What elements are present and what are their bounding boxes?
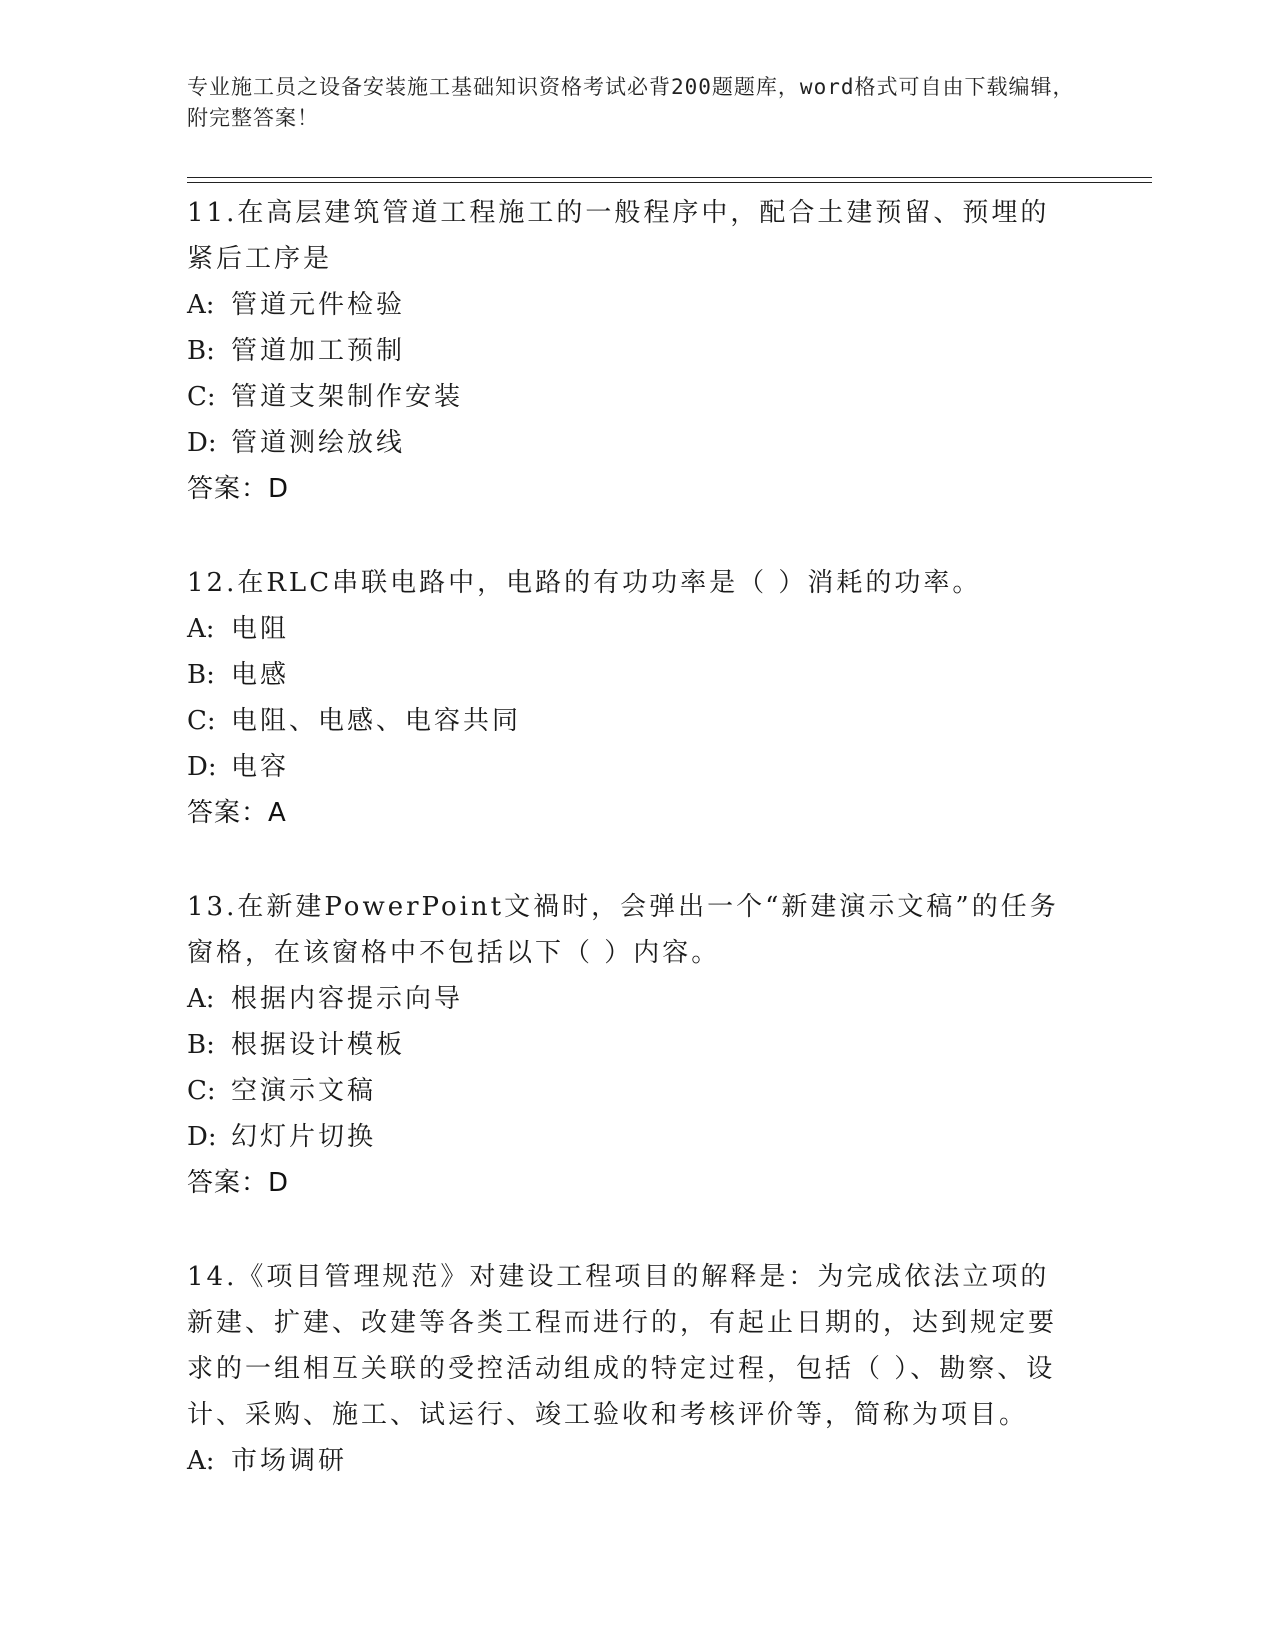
option-letter: B: bbox=[187, 1030, 215, 1060]
answer-line: 答案：D bbox=[187, 474, 290, 504]
option-letter: D: bbox=[187, 752, 217, 782]
option-d bbox=[187, 420, 1077, 466]
question-stem: 11.在高层建筑管道工程施工的一般程序中，配合土建预留、预埋的紧后工序是 bbox=[187, 198, 1050, 274]
option-letter: A: bbox=[187, 1446, 215, 1476]
option-d bbox=[187, 1114, 1077, 1160]
option-text: 根据内容提示向导 bbox=[231, 984, 464, 1014]
option-c bbox=[187, 1068, 1077, 1114]
option-text: 管道加工预制 bbox=[231, 336, 406, 366]
document-header: 专业施工员之设备安装施工基础知识资格考试必背200题题库，word格式可自由下载编辑，附完整答案！ bbox=[187, 75, 1075, 130]
header-divider-bottom bbox=[187, 182, 1152, 183]
option-b bbox=[187, 652, 1077, 698]
option-text: 管道测绘放线 bbox=[231, 428, 406, 458]
question-stem: 14.《项目管理规范》对建设工程项目的解释是：为完成依法立项的新建、扩建、改建等各类工程而进行的，有起止日期的，达到规定要求的一组相互关联的受控活动组成的特定过程，包括（ ）、勘察、设计、采购、施工、试运行、竣工验收和考核评价等，简称为项目。 bbox=[187, 1262, 1058, 1430]
option-a bbox=[187, 282, 1077, 328]
option-text: 电感 bbox=[231, 660, 290, 690]
option-a bbox=[187, 606, 1077, 652]
option-text: 管道支架制作安装 bbox=[231, 382, 464, 412]
option-text: 市场调研 bbox=[231, 1446, 348, 1476]
option-text: 电阻、电感、电容共同 bbox=[231, 706, 522, 736]
option-letter: B: bbox=[187, 660, 215, 690]
answer-line: 答案：D bbox=[187, 1168, 290, 1198]
option-a bbox=[187, 976, 1077, 1022]
question-12 bbox=[187, 560, 1077, 836]
option-text: 根据设计模板 bbox=[231, 1030, 406, 1060]
option-letter: C: bbox=[187, 706, 216, 736]
question-13 bbox=[187, 884, 1077, 1206]
option-text: 空演示文稿 bbox=[231, 1076, 377, 1106]
option-letter: A: bbox=[187, 290, 215, 320]
option-letter: D: bbox=[187, 428, 217, 458]
option-b bbox=[187, 328, 1077, 374]
option-letter: C: bbox=[187, 1076, 216, 1106]
question-11 bbox=[187, 190, 1077, 512]
option-d bbox=[187, 744, 1077, 790]
option-text: 电容 bbox=[231, 752, 290, 782]
option-c bbox=[187, 374, 1077, 420]
question-list bbox=[187, 190, 1077, 1532]
option-letter: D: bbox=[187, 1122, 217, 1152]
option-c bbox=[187, 698, 1077, 744]
option-text: 管道元件检验 bbox=[231, 290, 406, 320]
answer-line: 答案：A bbox=[187, 798, 287, 828]
option-text: 电阻 bbox=[231, 614, 290, 644]
option-letter: B: bbox=[187, 336, 215, 366]
header-divider-top bbox=[187, 177, 1152, 178]
option-letter: A: bbox=[187, 614, 215, 644]
option-letter: C: bbox=[187, 382, 216, 412]
question-14 bbox=[187, 1254, 1077, 1484]
question-stem: 13.在新建PowerPoint文禍时，会弹出一个“新建演示文稿”的任务窗格，在该窗格中不包括以下（ ）内容。 bbox=[187, 892, 1059, 968]
option-b bbox=[187, 1022, 1077, 1068]
question-stem: 12.在RLC串联电路中，电路的有功功率是（ ）消耗的功率。 bbox=[187, 568, 982, 598]
option-a bbox=[187, 1438, 1077, 1484]
option-letter: A: bbox=[187, 984, 215, 1014]
option-text: 幻灯片切换 bbox=[231, 1122, 377, 1152]
